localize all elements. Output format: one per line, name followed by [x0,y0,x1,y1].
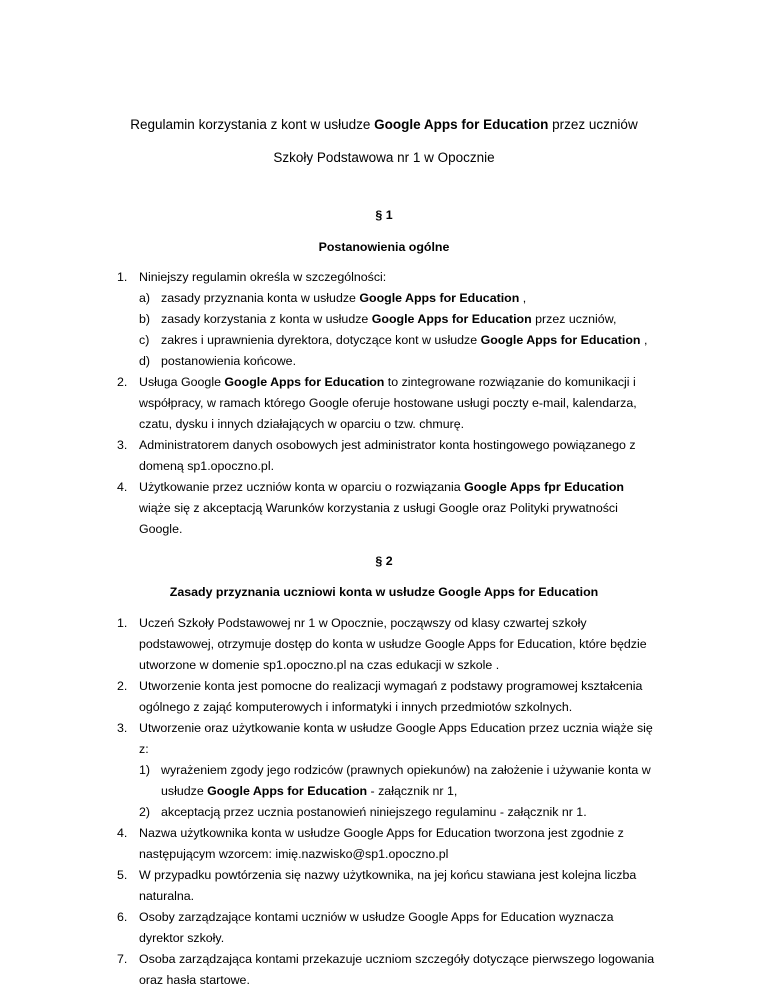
list-item-text: Użytkowanie przez uczniów konta w oparciu o rozwiązania Google Apps fpr Education [139,480,624,494]
list-number: 4. [117,480,128,494]
list-number: 2. [117,679,128,693]
sublist-item: postanowienia końcowe. [161,354,297,368]
list-item-text: Google. [139,522,183,536]
sublist-item: zasady korzystania z konta w usłudze Google Apps for Education przez uczniów, [161,312,617,326]
title-text: Regulamin korzystania z kont w usłudze [130,117,375,132]
list-item-text: naturalna. [139,889,195,903]
list-number: 4. [117,826,128,840]
list-item-text: Nazwa użytkownika konta w usłudze Google Apps for Education tworzona jest zgodnie z [139,826,624,840]
section-2-heading: § 2 [375,554,393,568]
list-item-text: Osoba zarządzająca kontami przekazuje uczniom szczegóły dotyczące pierwszego logowania [139,952,655,966]
list-item-text: utworzone w domenie sp1.opoczno.pl na czas edukacji w szkole . [139,658,500,672]
list-item-text: Utworzenie oraz użytkowanie konta w usłudze Google Apps Education przez ucznia wiąże się [139,721,653,735]
list-item-text: dyrektor szkoły. [139,931,225,945]
sublist-mark: d) [139,354,151,368]
sublist-mark: c) [139,333,150,347]
sublist-mark: 2) [139,805,151,819]
list-number: 1. [117,616,128,630]
list-item-text: Utworzenie konta jest pomocne do realizacji wymagań z podstawy programowej kształcenia [139,679,643,693]
list-item-text: Osoby zarządzające kontami uczniów w usłudze Google Apps for Education wyznacza [139,910,614,924]
list-item-text: ogólnego z zająć komputerowych i informatyki i innych przedmiotów szkolnych. [139,700,573,714]
list-number: 1. [117,270,128,284]
section-1-heading: § 1 [375,208,393,222]
sublist-mark: a) [139,291,151,305]
list-item-text: domeną sp1.opoczno.pl. [139,459,275,473]
sublist-item: wyrażeniem zgody jego rodziców (prawnych opiekunów) na założenie i używanie konta w [161,763,651,777]
document-subtitle: Szkoły Podstawowa nr 1 w Opocznie [273,150,495,165]
list-item-text: Niniejszy regulamin określa w szczególności: [139,270,387,284]
list-item-text: W przypadku powtórzenia się nazwy użytkownika, na jej końcu stawiana jest kolejna liczba [139,868,637,882]
list-item-text: Administratorem danych osobowych jest administrator konta hostingowego powiązanego z [139,438,636,452]
list-item-text: Uczeń Szkoły Podstawowej nr 1 w Opocznie, począwszy od klasy czwartej szkoły [139,616,587,630]
sublist-item: akceptacją przez ucznia postanowień niniejszego regulaminu - załącznik nr 1. [161,805,587,819]
list-number: 3. [117,438,128,452]
sublist-mark: 1) [139,763,151,777]
sublist-item: zakres i uprawnienia dyrektora, dotyczące kont w usłudze Google Apps for Education , [161,333,648,347]
section-2-subheading: Zasady przyznania uczniowi konta w usłudze Google Apps for Education [169,585,599,599]
list-item-text: podstawowej, otrzymuje dostęp do konta w usłudze Google Apps for Education, które będzie [139,637,647,651]
section-1-subheading: Postanowienia ogólne [318,240,450,254]
sublist-mark: b) [139,312,151,326]
list-number: 6. [117,910,128,924]
list-item-text: z: [139,742,149,756]
list-item-text: Usługa Google Google Apps for Education to zintegrowane rozwiązanie do komunikacji i [139,375,636,389]
sublist-item: usłudze Google Apps for Education - załącznik nr 1, [161,784,458,798]
list-number: 5. [117,868,128,882]
list-item-text: współpracy, w ramach którego Google oferuje hostowane usługi poczty e-mail, kalendarza, [139,396,637,410]
list-number: 3. [117,721,128,735]
list-item-text: czatu, dysku i innych działających w oparciu o tzw. chmurę. [139,417,465,431]
list-number: 2. [117,375,128,389]
list-item-text: oraz hasła startowe. [139,973,250,987]
title-text-end: przez uczniów [548,117,638,132]
list-item-text: następującym wzorcem: imię.nazwisko@sp1.opoczno.pl [139,847,449,861]
title-product: Google Apps for Education [374,117,549,132]
sublist-item: zasady przyznania konta w usłudze Google Apps for Education , [161,291,527,305]
list-item-text: wiąże się z akceptacją Warunków korzystania z usługi Google oraz Polityki prywatności [139,501,618,515]
list-number: 7. [117,952,128,966]
document-title [0,117,768,132]
